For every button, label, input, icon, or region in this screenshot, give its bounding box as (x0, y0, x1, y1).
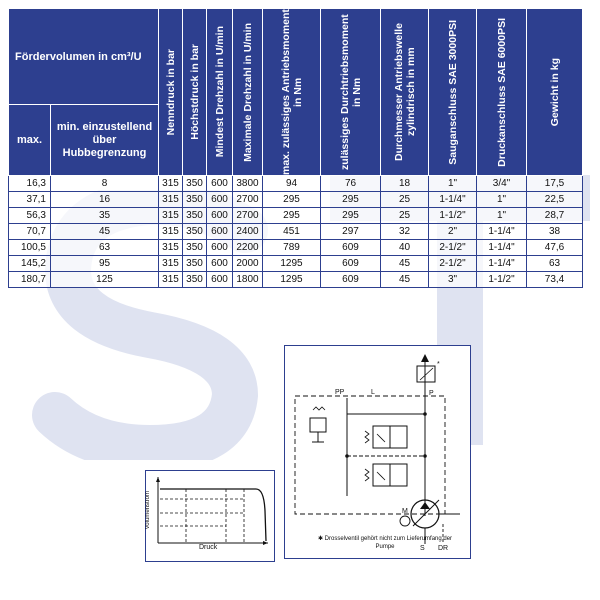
label-m: M (402, 508, 408, 515)
table-cell: 315 (159, 224, 183, 240)
table-cell: 600 (207, 176, 233, 192)
table-row (9, 240, 583, 256)
table-cell: 295 (321, 192, 381, 208)
table-cell: 1-1/4" (477, 256, 527, 272)
table-cell: 1-1/2" (477, 272, 527, 288)
table-cell: 350 (183, 240, 207, 256)
header-min-einzustellend: min. einzustellend über Hubbegrenzung (51, 105, 159, 176)
table-cell: 40 (381, 240, 429, 256)
table-cell: 315 (159, 192, 183, 208)
header-maximale-drehzahl: Maximale Drehzahl in U/min (233, 9, 263, 176)
table-cell: 350 (183, 192, 207, 208)
table-cell: 315 (159, 176, 183, 192)
table-cell: 1-1/2" (429, 208, 477, 224)
label-l: L (371, 389, 375, 396)
label-s: S (420, 545, 425, 552)
table-cell: 2200 (233, 240, 263, 256)
table-cell: 100,5 (9, 240, 51, 256)
header-durchmesser-welle: Durchmesser Antriebswelle zylindrisch in mm (381, 9, 429, 176)
table-row (9, 272, 583, 288)
table-cell: 145,2 (9, 256, 51, 272)
table-cell: 350 (183, 176, 207, 192)
table-cell: 315 (159, 272, 183, 288)
table-cell: 3800 (233, 176, 263, 192)
table-row (9, 208, 583, 224)
table-cell: 22,5 (527, 192, 583, 208)
table-cell: 295 (321, 208, 381, 224)
table-cell: 295 (263, 192, 321, 208)
table-cell: 600 (207, 272, 233, 288)
table-cell: 28,7 (527, 208, 583, 224)
label-star: * (437, 361, 440, 368)
table-cell: 3/4" (477, 176, 527, 192)
header-gewicht: Gewicht in kg (527, 9, 583, 176)
table-cell: 2400 (233, 224, 263, 240)
table-cell: 1-1/4" (477, 224, 527, 240)
table-cell: 315 (159, 240, 183, 256)
table-cell: 609 (321, 240, 381, 256)
table-cell: 297 (321, 224, 381, 240)
table-cell: 45 (381, 256, 429, 272)
header-sauganschluss: Sauganschluss SAE 3000PSI (429, 9, 477, 176)
table-cell: 600 (207, 192, 233, 208)
table-row (9, 192, 583, 208)
throttle-valve-note: ✱ Drosselventil gehört nicht zum Lieferumfang der Pumpe (317, 536, 453, 550)
table-cell: 76 (321, 176, 381, 192)
table-cell: 350 (183, 224, 207, 240)
table-cell: 47,6 (527, 240, 583, 256)
table-row (9, 224, 583, 240)
table-cell: 1-1/4" (429, 192, 477, 208)
table-cell: 1295 (263, 256, 321, 272)
table-body (9, 176, 583, 288)
header-nenndruck: Nenndruck in bar (159, 9, 183, 176)
table-cell: 45 (381, 272, 429, 288)
table-cell: 2-1/2" (429, 256, 477, 272)
table-cell: 180,7 (9, 272, 51, 288)
header-mindest-drehzahl: Mindest Drehzahl in U/min (207, 9, 233, 176)
table-cell: 35 (51, 208, 159, 224)
table-cell: 1295 (263, 272, 321, 288)
table-cell: 18 (381, 176, 429, 192)
table-cell: 32 (381, 224, 429, 240)
table-cell: 25 (381, 208, 429, 224)
table-cell: 17,5 (527, 176, 583, 192)
table-cell: 1" (429, 176, 477, 192)
header-foerdervolumen: Fördervolumen in cm³/U (9, 9, 159, 105)
table-cell: 63 (527, 256, 583, 272)
header-durchtriebsmoment: zulässiges Durchtriebsmoment in Nm (321, 9, 381, 176)
label-pp: PP (335, 389, 345, 396)
table-cell: 16,3 (9, 176, 51, 192)
table-cell: 56,3 (9, 208, 51, 224)
table-cell: 350 (183, 208, 207, 224)
table-cell: 1-1/4" (477, 240, 527, 256)
header-max: max. (9, 105, 51, 176)
table-cell: 1" (477, 208, 527, 224)
table-cell: 38 (527, 224, 583, 240)
table-cell: 2000 (233, 256, 263, 272)
table-cell: 350 (183, 272, 207, 288)
table-cell: 2-1/2" (429, 240, 477, 256)
table-cell: 600 (207, 224, 233, 240)
table-cell: 295 (263, 208, 321, 224)
table-row (9, 256, 583, 272)
table-cell: 63 (51, 240, 159, 256)
flow-pressure-graph (145, 470, 275, 562)
hydraulic-schematic (284, 345, 471, 559)
table-cell: 600 (207, 208, 233, 224)
table-cell: 315 (159, 208, 183, 224)
table-cell: 2" (429, 224, 477, 240)
table-cell: 2700 (233, 208, 263, 224)
table-cell: 609 (321, 272, 381, 288)
table-cell: 45 (51, 224, 159, 240)
table-cell: 94 (263, 176, 321, 192)
table-cell: 451 (263, 224, 321, 240)
table-cell: 350 (183, 256, 207, 272)
header-antriebsmoment: max. zulässiges Antriebsmoment in Nm (263, 9, 321, 176)
table-cell: 25 (381, 192, 429, 208)
table-cell: 2700 (233, 192, 263, 208)
label-dr: DR (438, 545, 449, 552)
table-cell: 16 (51, 192, 159, 208)
table-cell: 609 (321, 256, 381, 272)
graph-x-label: Druck (199, 544, 218, 551)
header-druckanschluss: Druckanschluss SAE 6000PSI (477, 9, 527, 176)
specification-table (8, 8, 583, 288)
table-cell: 1800 (233, 272, 263, 288)
header-hoechstdruck: Höchstdruck in bar (183, 9, 207, 176)
table-cell: 315 (159, 256, 183, 272)
table-cell: 95 (51, 256, 159, 272)
table-cell: 73,4 (527, 272, 583, 288)
table-cell: 1" (477, 192, 527, 208)
table-cell: 37,1 (9, 192, 51, 208)
graph-y-label: Volumenstrom (145, 491, 151, 530)
table-cell: 70,7 (9, 224, 51, 240)
table-cell: 125 (51, 272, 159, 288)
table-cell: 600 (207, 240, 233, 256)
table-row (9, 176, 583, 192)
table-cell: 600 (207, 256, 233, 272)
schematic-canvas (285, 346, 470, 558)
table-cell: 789 (263, 240, 321, 256)
table-cell: 8 (51, 176, 159, 192)
label-p: P (429, 390, 434, 397)
table-cell: 3" (429, 272, 477, 288)
